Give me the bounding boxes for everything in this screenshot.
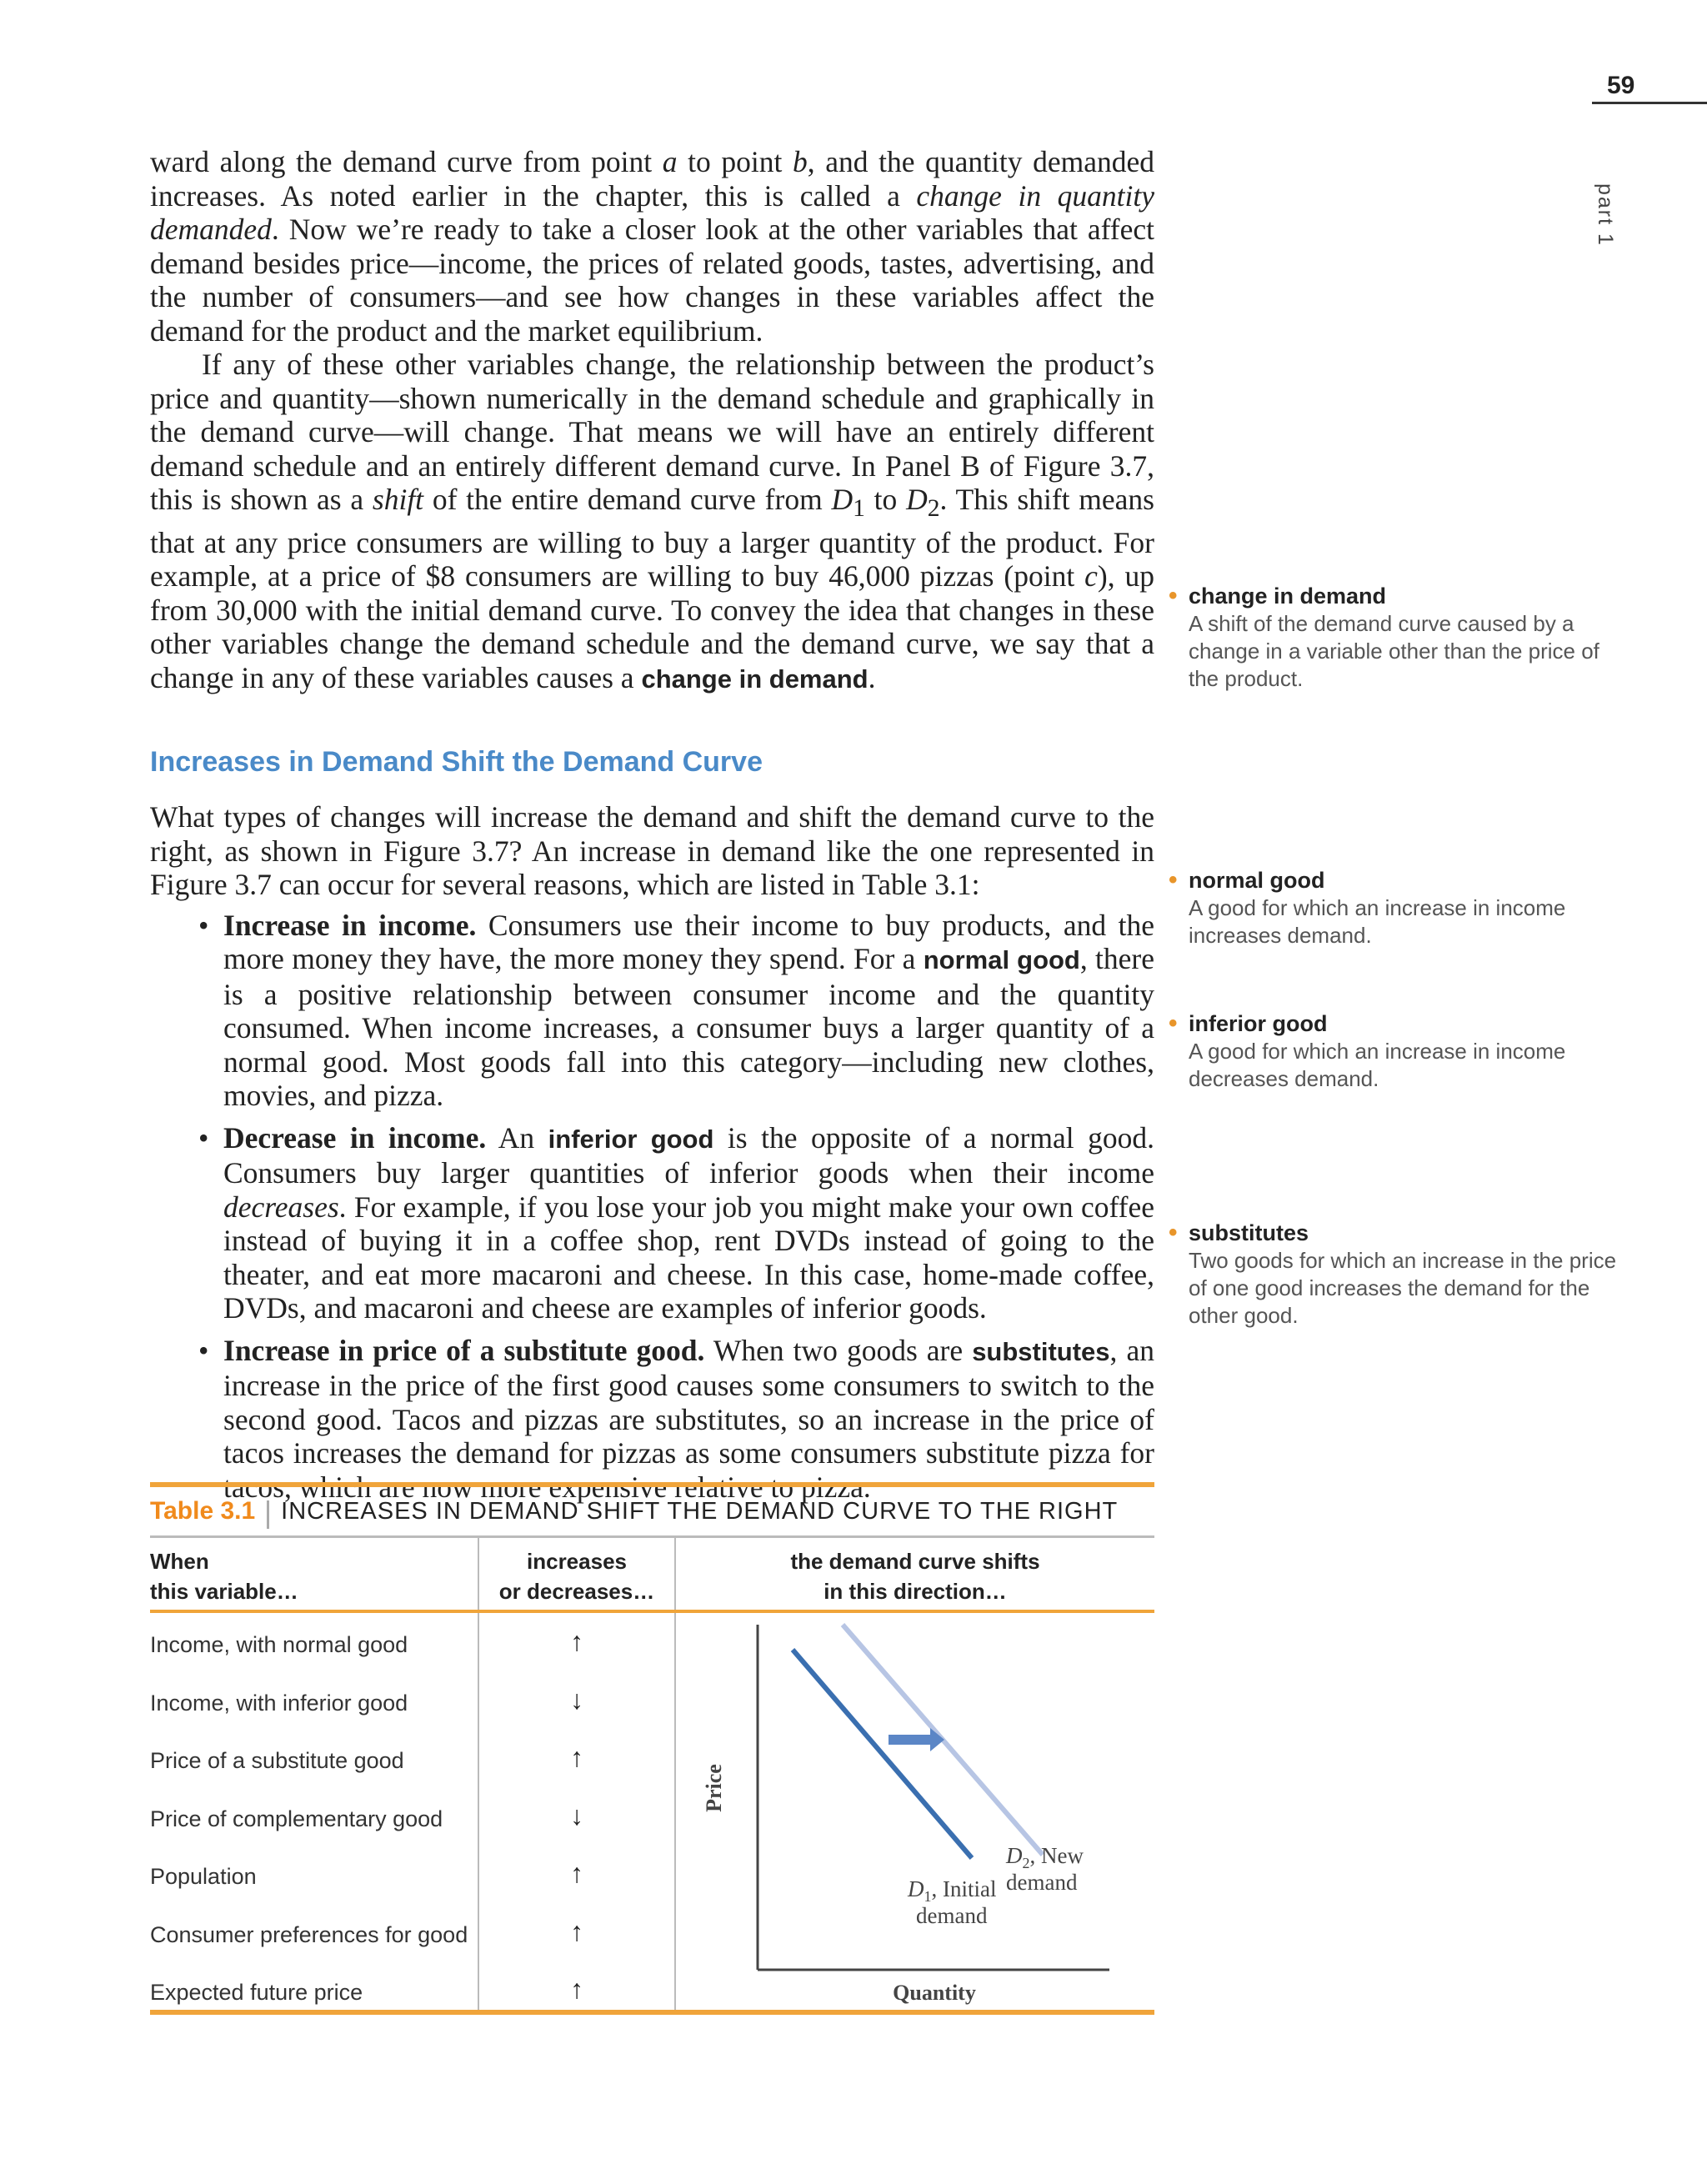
header-direction [478, 1538, 674, 1610]
section-heading: Increases in Demand Shift the Demand Curve [150, 746, 763, 779]
table-title [150, 1487, 1154, 1535]
header-line: or decreases… [498, 1579, 655, 1604]
margin-term-text: inferior good [1189, 1011, 1328, 1036]
table-header [150, 1538, 1154, 1610]
margin-bullet: • [1169, 866, 1178, 894]
d2-label-letter: D [1006, 1843, 1023, 1868]
table-row-variable: Expected future price [150, 1980, 363, 2005]
text-run: decreases [223, 1190, 339, 1224]
text-run: , and the quantity demanded increases. As noted earlier in the chapter, this is called a [150, 145, 1154, 213]
text-run: . This shift means that at any price consumers are willing to buy a larger quantity of the product. For example, at a price of $8 consumers are willing to buy 46,000 pizzas (point [150, 483, 1154, 594]
bullet-dot: • [198, 908, 209, 942]
text-run: ), up from 30,000 with the initial demand curve. To convey the idea that changes in these other variables change the demand schedule and the demand curve, we say that a change in any of these variables causes a [150, 559, 1154, 694]
text-run: is the opposite of a normal good. Consumers buy larger quantities of inferior goods when their income [223, 1120, 1154, 1190]
page-number-rule [1592, 102, 1707, 104]
text-run: c [1084, 559, 1098, 594]
table-caption: INCREASES IN DEMAND SHIFT THE DEMAND CURVE TO THE RIGHT [281, 1497, 1119, 1525]
d1-label-text: , Initial [931, 1876, 997, 1901]
margin-term-text: substitutes [1189, 1220, 1309, 1245]
table-title-separator [267, 1500, 269, 1529]
margin-bullet: • [1169, 582, 1178, 609]
header-line: in this direction… [823, 1579, 1007, 1604]
table-row-variable: Income, with normal good [150, 1632, 408, 1657]
margin-term [1169, 1219, 1622, 1246]
d1-label-line-1 [907, 1876, 996, 1905]
header-line: the demand curve shifts [790, 1549, 1040, 1574]
text-run: . For example, if you lose your job you might make your own coffee instead of buying it in a coffee shop, rent DVDs instead of going to the theater, and eat more macaroni and cheese. In this case, home-made coffee, DVDs, and macaroni and cheese are examples of inferior goods. [223, 1190, 1154, 1325]
demand-shift-graph-cell [674, 1613, 1154, 2010]
table-row-direction-arrow: ↑ [570, 1626, 583, 1656]
table-row-variable: Population [150, 1864, 257, 1889]
text-run: substitutes [972, 1336, 1110, 1366]
bullet-dot: • [198, 1333, 209, 1367]
header-shift [674, 1538, 1154, 1610]
text-run: If any of these other variables change, the relationship between the product’s price and quantity—shown numerically in the demand schedule and graphically in the demand curve—will change. That means we will have an entirely different demand schedule and an entirely different demand curve. In Panel B of Figure 3.7, this is shown as a [150, 348, 1154, 516]
text-run: 2 [927, 495, 940, 523]
table-row-variable: Price of complementary good [150, 1806, 443, 1831]
margin-definition-inferior-good [1169, 1009, 1622, 1093]
header-line: When [150, 1549, 209, 1574]
reason-substitute-price [198, 1333, 1154, 1505]
intro-paragraph-1 [150, 145, 1154, 348]
margin-definition-substitutes [1169, 1219, 1622, 1330]
d2-label-line-2: demand [1006, 1870, 1078, 1895]
text-run: Consumers use their income to buy products, and the more money they have, the more money they spend. For a [223, 908, 1154, 976]
text-run: normal good [923, 945, 1080, 975]
text-run: , there is a positive relationship between consumer income and the quantity consumed. When income increases, a consumer buys a larger quantity of a normal good. Most goods fall into this category—including new clothes, movies, and pizza. [223, 942, 1155, 1113]
table-row-variable: Consumer preferences for good [150, 1921, 468, 1947]
main-column [150, 145, 1154, 1512]
margin-definition-change-in-demand [1169, 582, 1622, 693]
intro-paragraph-2 [150, 348, 1154, 696]
text-run: , an increase in the price of the first good causes some consumers to switch to the second good. Tacos and pizzas are substitutes, so an increase in the price of tacos increases the demand for pizzas as some consumers substitute pizza for [223, 1333, 1154, 1470]
margin-definition-text: A good for which an increase in income decreases demand. [1189, 1039, 1566, 1091]
margin-bullet: • [1169, 1009, 1178, 1037]
reason-text [223, 1334, 1154, 1504]
text-run: inferior good [548, 1124, 714, 1154]
text-run: Increase in income. [223, 908, 477, 942]
margin-term [1169, 582, 1622, 609]
reason-text [223, 1121, 1154, 1325]
text-run: to [864, 483, 907, 516]
margin-definition-text: Two goods for which an increase in the price of one good increases the demand for the other good. [1189, 1248, 1617, 1328]
header-variable [150, 1538, 478, 1610]
d1-label-subscript: 1 [924, 1888, 932, 1905]
table-row-direction-arrow: ↓ [570, 1800, 583, 1831]
reasons-list [150, 909, 1154, 1505]
graph-y-axis-label: Price [702, 1764, 726, 1812]
text-run: . [868, 660, 876, 694]
table-row-variable: Price of a substitute good [150, 1748, 404, 1773]
header-line: increases [527, 1549, 627, 1574]
table-row-direction-arrow: ↑ [570, 1742, 583, 1772]
text-run: An [486, 1120, 548, 1155]
page-number: 59 [1607, 72, 1635, 99]
d2-label-text: , New [1029, 1843, 1084, 1868]
margin-term-text: change in demand [1189, 584, 1387, 609]
direction-column [478, 1613, 674, 2010]
text-run: Increase in price of a substitute good. [223, 1333, 705, 1367]
reason-increase-in-income [198, 908, 1155, 1113]
margin-term-text: normal good [1189, 868, 1325, 893]
part-label: part 1 [1594, 183, 1617, 247]
text-run: change in demand [641, 664, 869, 694]
text-run: shift [372, 483, 424, 516]
d2-label-line-1 [1005, 1843, 1084, 1871]
text-run: a [662, 145, 678, 178]
d2-label-subscript: 2 [1022, 1855, 1030, 1871]
table-3-1 [150, 1482, 1154, 2015]
margin-bullet: • [1169, 1219, 1178, 1246]
text-run: Decrease in income. [223, 1120, 487, 1155]
reason-text [223, 909, 1154, 1113]
text-run: b [793, 145, 808, 178]
margin-term [1169, 1009, 1622, 1037]
text-run: ward along the demand curve from point [150, 145, 663, 178]
table-row-variable: Income, with inferior good [150, 1690, 408, 1716]
d1-curve [793, 1650, 972, 1858]
text-run: 1 [853, 495, 865, 523]
table-row-direction-arrow: ↑ [570, 1858, 583, 1888]
margin-definition-normal-good [1169, 866, 1622, 949]
table-row-direction-arrow: ↑ [570, 1974, 583, 2004]
table-label: Table 3.1 [150, 1497, 256, 1525]
table-body [150, 1613, 1154, 2010]
table-row-direction-arrow: ↑ [570, 1916, 583, 1946]
shift-arrow-shaft [889, 1735, 932, 1745]
section-paragraph-1 [150, 800, 1154, 902]
margin-definition-text: A good for which an increase in income increases demand. [1189, 895, 1566, 948]
d1-label-letter: D [908, 1876, 924, 1901]
text-run: of the entire demand curve from [423, 483, 832, 516]
d1-label-line-2: demand [916, 1903, 988, 1928]
margin-term [1169, 866, 1622, 894]
header-line: this variable… [150, 1579, 298, 1604]
text-run: D [831, 483, 854, 516]
text-run: D [906, 483, 928, 516]
text-run: What types of changes will increase the demand and shift the demand curve to the right, as shown in Figure 3.7? An increase in demand like the one represented in Figure 3.7 can occur for several reasons, which are listed in Table 3.1: [150, 800, 1154, 902]
margin-definition-text: A shift of the demand curve caused by a change in a variable other than the price of the product. [1189, 611, 1599, 691]
text-run: . Now we’re ready to take a closer look at the other variables that affect demand besides price—income, the prices of related goods, tastes, advertising, and the number of consumers—and see how changes in these variables affect the demand for the product and the market equilibrium. [150, 213, 1154, 348]
bullet-dot: • [198, 1120, 209, 1155]
text-run: When two goods are [704, 1333, 973, 1367]
text-run: change in quantity demanded [150, 178, 1154, 246]
graph-x-axis-label: Quantity [893, 1981, 976, 2005]
table-row-direction-arrow: ↓ [570, 1684, 583, 1715]
demand-shift-graph [676, 1613, 1154, 2010]
text-run: to point [677, 145, 793, 178]
variables-column [150, 1613, 478, 2010]
reason-decrease-in-income [198, 1120, 1154, 1325]
